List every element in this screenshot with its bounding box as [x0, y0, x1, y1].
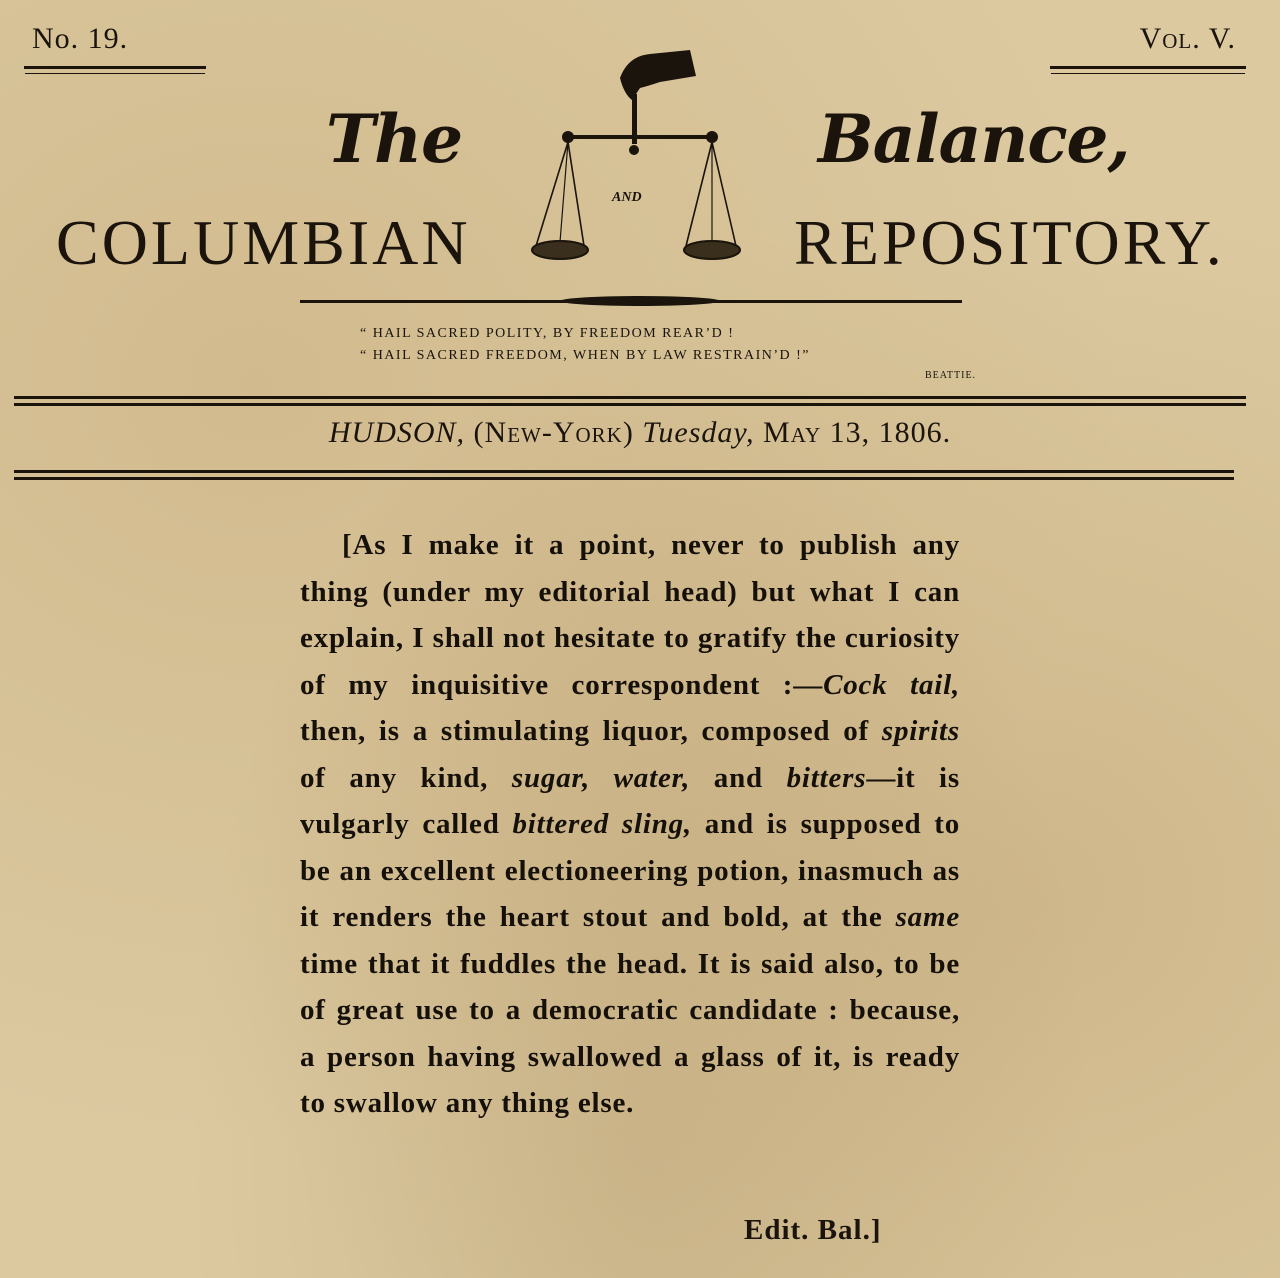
title-and: AND: [612, 190, 642, 205]
article-text: and: [690, 761, 787, 794]
article-text: of any kind,: [300, 761, 512, 794]
article-text: and is supposed to be an excellent electioneering potion, inasmuch as it renders the heart stout and bold, at the: [300, 808, 961, 933]
article-text: time that it fuddles the head. It is said also, to be of great use to a democratic candidate : because, a person having swallowed a glass of it, is ready to swallow any thing else.: [300, 947, 960, 1119]
motto-line-1: “ HAIL SACRED POLITY, BY FREEDOM REAR’D !: [360, 326, 735, 341]
motto-line-2: “ HAIL SACRED FREEDOM, WHEN BY LAW RESTRAIN’D !”: [360, 348, 811, 363]
title-balance: Balance,: [818, 100, 1130, 178]
motto-attribution: BEATTIE.: [925, 370, 977, 381]
article-signature: Edit. Bal.]: [744, 1214, 882, 1246]
article-emphasis: spirits: [881, 715, 960, 747]
corner-rule-left: [24, 66, 206, 69]
issue-number: No. 19.: [32, 22, 129, 55]
article-emphasis: bitters: [786, 761, 867, 794]
dateline-state: (New-York): [473, 416, 634, 449]
dateline-rule-bottom: [14, 470, 1234, 473]
dateline-place: HUDSON,: [328, 416, 466, 449]
article-text: —it is vulgarly called: [300, 761, 960, 840]
dateline-date: May 13, 1806.: [763, 416, 952, 449]
title-columbian: COLUMBIAN: [56, 207, 471, 278]
article-emphasis: Cock tail,: [823, 668, 961, 701]
article-emphasis: bittered sling,: [512, 808, 692, 840]
article-emphasis: sugar, water,: [511, 761, 691, 794]
dateline-weekday: Tuesday,: [642, 416, 755, 449]
divider-ornament: [560, 296, 720, 306]
article-text: [As I make it a point, never to publish any thing (under my editorial head) but what I can explain, I shall not hesitate to gratify the curiosity of my inquisitive correspondent :—: [300, 529, 960, 701]
article-text: then, is a stimulating liquor, composed of: [300, 715, 882, 747]
article-body: [300, 522, 960, 1127]
volume-number: Vol. V.: [1139, 22, 1236, 55]
article-emphasis: same: [895, 901, 960, 933]
dateline-rule-top: [14, 396, 1246, 399]
title-repository: REPOSITORY.: [794, 207, 1225, 278]
title-the: The: [326, 100, 463, 178]
corner-rule-right: [1050, 66, 1246, 69]
dateline: [0, 416, 1280, 450]
scales-of-justice-icon: [520, 38, 760, 278]
